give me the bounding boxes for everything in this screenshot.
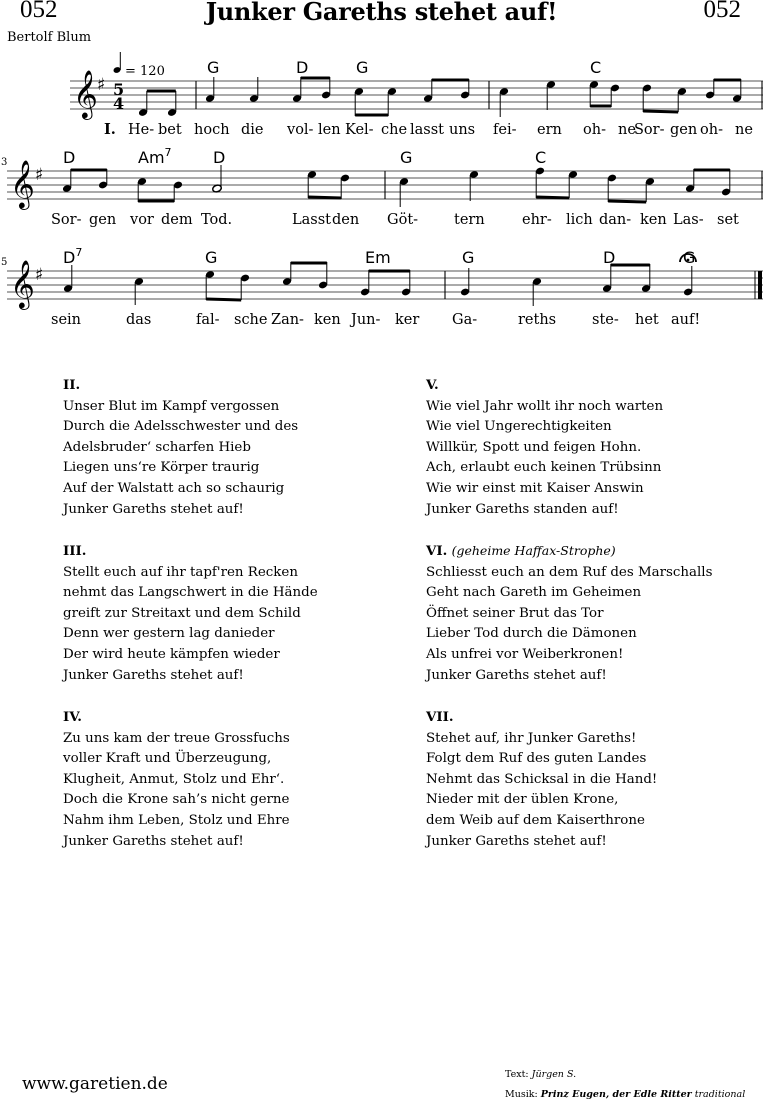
- verse-number: III.: [63, 543, 87, 559]
- verse-line: Junker Gareths stehet auf!: [63, 501, 244, 517]
- verse-block: [426, 707, 657, 852]
- chords-row-3: [63, 246, 695, 267]
- lyric-syllable: lasst: [410, 122, 444, 138]
- verse-line: Als unfrei vor Weiberkronen!: [426, 646, 624, 662]
- verse-line: Willkür, Spott und feigen Hohn.: [426, 439, 642, 455]
- verse-block: [63, 541, 318, 686]
- verse-block: [63, 707, 290, 852]
- verse-block: [63, 375, 298, 520]
- chord-symbol: G: [683, 248, 696, 267]
- measure-number: 5: [1, 257, 8, 268]
- lyric-syllable: das: [126, 312, 152, 328]
- lyric-syllable: Jun-: [351, 312, 381, 328]
- sharp-icon: ♯: [35, 265, 44, 285]
- notes-measure-6: [460, 254, 696, 306]
- lyric-syllable: sein: [51, 312, 81, 328]
- lyric-syllable: lich: [566, 212, 593, 228]
- time-sig-bottom: 4: [113, 94, 125, 113]
- verse-line: Unser Blut im Kampf vergossen: [63, 398, 280, 414]
- music-credit-title: Prinz Eugen, der Edle Ritter: [540, 1089, 692, 1100]
- lyric-syllable: set: [717, 212, 739, 228]
- chords-row-1: [207, 58, 601, 77]
- verse-line: Ach, erlaubt euch keinen Trübsinn: [426, 460, 662, 476]
- verse-line: Denn wer gestern lag danieder: [63, 626, 275, 642]
- chord-symbol: G: [205, 248, 218, 267]
- lyric-syllable: die: [241, 122, 264, 138]
- chord-symbol: $D^7$: [63, 246, 83, 267]
- lyric-syllable: che: [381, 122, 408, 138]
- chord-symbol: G: [400, 148, 413, 167]
- verse-line: Lieber Tod durch die Dämonen: [426, 626, 637, 642]
- verse-line: Wie viel Jahr wollt ihr noch warten: [426, 398, 664, 414]
- lyric-syllable: Tod.: [201, 212, 233, 228]
- chords-row-2: [63, 146, 546, 167]
- text-credit: [505, 1069, 576, 1080]
- verse-line: Geht nach Gareth im Geheimen: [426, 585, 642, 601]
- chord-symbol: D: [296, 58, 309, 77]
- verse-number: VI.: [426, 543, 448, 559]
- lyrics-row-2: [51, 212, 739, 228]
- lyric-syllable: tern: [454, 212, 485, 228]
- verse-note: (geheime Haffax-Strophe): [451, 543, 616, 558]
- verse-line: Durch die Adelsschwester und des: [63, 419, 299, 435]
- lyric-syllable: Kel-: [345, 122, 374, 138]
- verse-line: Junker Gareths stehet auf!: [426, 833, 607, 849]
- verse-line: Wie viel Ungerechtigkeiten: [426, 419, 612, 435]
- verse-line: Junker Gareths stehet auf!: [63, 833, 244, 849]
- verse-label: I.: [104, 121, 116, 138]
- verse-line: Öffnet seiner Brut das Tor: [426, 605, 604, 621]
- lyric-syllable: gen: [670, 122, 698, 138]
- verse-line: Folgt dem Ruf des guten Landes: [426, 751, 647, 767]
- verse-heading: [63, 375, 298, 397]
- lyric-syllable: He-: [128, 122, 155, 138]
- time-sig-top: 5: [113, 80, 125, 99]
- verse-number: II.: [63, 377, 81, 393]
- verse-heading: [426, 541, 712, 563]
- verse-line: Stellt euch auf ihr tapf'ren Recken: [63, 564, 298, 580]
- lyric-syllable: bet: [158, 122, 182, 138]
- staff-system-3: [1, 246, 763, 328]
- text-credit-label: Text:: [505, 1069, 529, 1080]
- verse-number: IV.: [63, 709, 82, 725]
- lyric-syllable: Sor-: [51, 212, 82, 228]
- verse-line: voller Kraft und Überzeugung,: [63, 751, 272, 767]
- verse-line: nehmt das Langschwert in die Hände: [63, 585, 318, 601]
- notes-measure-1: [205, 77, 470, 116]
- lyric-syllable: dem: [161, 212, 193, 228]
- lyric-syllable: Las-: [673, 212, 704, 228]
- notes-measure-2: [499, 79, 742, 117]
- tempo-marking: [113, 52, 165, 79]
- verse-line: Stehet auf, ihr Junker Gareths!: [426, 730, 637, 746]
- music-credit-source: traditional: [694, 1089, 746, 1100]
- lyric-syllable: Ga-: [452, 312, 478, 328]
- verse-line: Junker Gareths standen auf!: [426, 501, 619, 517]
- verse-line: greift zur Streitaxt und dem Schild: [63, 605, 301, 621]
- lyric-syllable: auf!: [671, 312, 701, 328]
- lyric-syllable: reths: [518, 312, 557, 328]
- lyrics-row-1: [128, 122, 753, 138]
- sharp-icon: ♯: [35, 165, 44, 185]
- measure-number: 3: [1, 157, 8, 168]
- treble-clef-icon: 𝄞: [10, 159, 35, 208]
- music-credit-label: Musik:: [505, 1089, 538, 1100]
- text-credit-author: Jürgen S.: [531, 1069, 577, 1080]
- chord-symbol: G: [462, 248, 475, 267]
- lyric-syllable: ken: [640, 212, 667, 228]
- verse-block: [426, 541, 712, 686]
- chord-symbol: C: [535, 148, 547, 167]
- composer: Bertolf Blum: [7, 30, 92, 45]
- chord-symbol: D: [603, 248, 616, 267]
- music-score: [0, 0, 763, 340]
- song-number-right: 052: [703, 0, 741, 23]
- verse-line: Nehmt das Schicksal in die Hand!: [426, 771, 658, 787]
- lyric-syllable: Zan-: [271, 312, 304, 328]
- lyric-syllable: vor: [130, 212, 154, 228]
- lyric-syllable: ehr-: [522, 212, 552, 228]
- lyric-syllable: ern: [537, 122, 562, 138]
- song-number-left: 052: [20, 0, 58, 23]
- lyric-syllable: ne: [735, 122, 753, 138]
- chord-symbol: D: [213, 148, 226, 167]
- lyric-syllable: Göt-: [387, 212, 419, 228]
- chord-symbol: D: [63, 148, 76, 167]
- lyric-syllable: het: [635, 312, 659, 328]
- lyric-syllable: ste-: [592, 312, 619, 328]
- sharp-icon: ♯: [97, 75, 106, 95]
- song-title: Junker Gareths stehet auf!: [205, 0, 558, 26]
- verse-line: Nahm ihm Leben, Stolz und Ehre: [63, 812, 290, 828]
- verse-line: Zu uns kam der treue Grossfuchs: [63, 730, 290, 746]
- treble-clef-icon: 𝄞: [73, 69, 98, 118]
- lyric-syllable: sche: [234, 312, 268, 328]
- lyric-syllable: den: [332, 212, 360, 228]
- verse-heading: [63, 707, 290, 729]
- lyrics-row-3: [51, 312, 700, 328]
- lyric-syllable: fei-: [493, 122, 517, 138]
- verse-block: [426, 375, 663, 520]
- staff-system-2: [1, 146, 763, 228]
- lyric-syllable: Lasst: [292, 212, 331, 228]
- chord-symbol: G: [207, 58, 220, 77]
- verse-line: Wie wir einst mit Kaiser Answin: [426, 480, 644, 496]
- verse-line: Junker Gareths stehet auf!: [63, 667, 244, 683]
- music-credit: [505, 1089, 745, 1100]
- verse-line: Nieder mit der üblen Krone,: [426, 792, 619, 808]
- lyric-syllable: dan-: [599, 212, 632, 228]
- verse-heading: [63, 541, 318, 563]
- chord-symbol: Em: [365, 248, 391, 267]
- lyric-syllable: len: [318, 122, 341, 138]
- verse-line: Auf der Walstatt ach so schaurig: [63, 480, 285, 496]
- chord-symbol: Am$^7$: [138, 146, 172, 167]
- lyric-syllable: oh-: [583, 122, 606, 138]
- notes-measure-4: [399, 167, 731, 207]
- staff-system-1: [70, 52, 763, 138]
- chord-symbol: C: [590, 58, 602, 77]
- verse-line: Adelsbruder‘ scharfen Hieb: [63, 439, 251, 455]
- tempo-text: = 120: [125, 64, 165, 79]
- verse-number: VII.: [426, 709, 454, 725]
- chord-symbol: G: [356, 58, 369, 77]
- lyric-syllable: fal-: [196, 312, 220, 328]
- treble-clef-icon: 𝄞: [10, 259, 35, 308]
- verse-line: dem Weib auf dem Kaiserthrone: [426, 812, 645, 828]
- verse-line: Junker Gareths stehet auf!: [426, 667, 607, 683]
- lyric-syllable: ne: [618, 122, 636, 138]
- lyric-syllable: hoch: [194, 122, 230, 138]
- lyric-syllable: oh-: [700, 122, 723, 138]
- verse-number: V.: [426, 377, 439, 393]
- lyric-syllable: ker: [395, 312, 420, 328]
- verse-heading: [426, 707, 657, 729]
- verse-line: Schliesst euch an dem Ruf des Marschalls: [426, 564, 713, 580]
- website-link[interactable]: www.garetien.de: [22, 1074, 168, 1094]
- verse-line: Klugheit, Anmut, Stolz und Ehr‘.: [63, 771, 285, 787]
- lyric-syllable: ken: [314, 312, 341, 328]
- verse-heading: [426, 375, 663, 397]
- lyric-syllable: uns: [449, 122, 476, 138]
- verse-line: Liegen uns‘re Körper traurig: [63, 460, 260, 476]
- lyric-syllable: Sor-: [634, 122, 665, 138]
- verse-line: Der wird heute kämpfen wieder: [63, 646, 280, 662]
- lyric-syllable: gen: [89, 212, 117, 228]
- lyric-syllable: vol-: [287, 122, 314, 138]
- verse-line: Doch die Krone sah’s nicht gerne: [63, 792, 290, 808]
- final-barline: [758, 271, 762, 299]
